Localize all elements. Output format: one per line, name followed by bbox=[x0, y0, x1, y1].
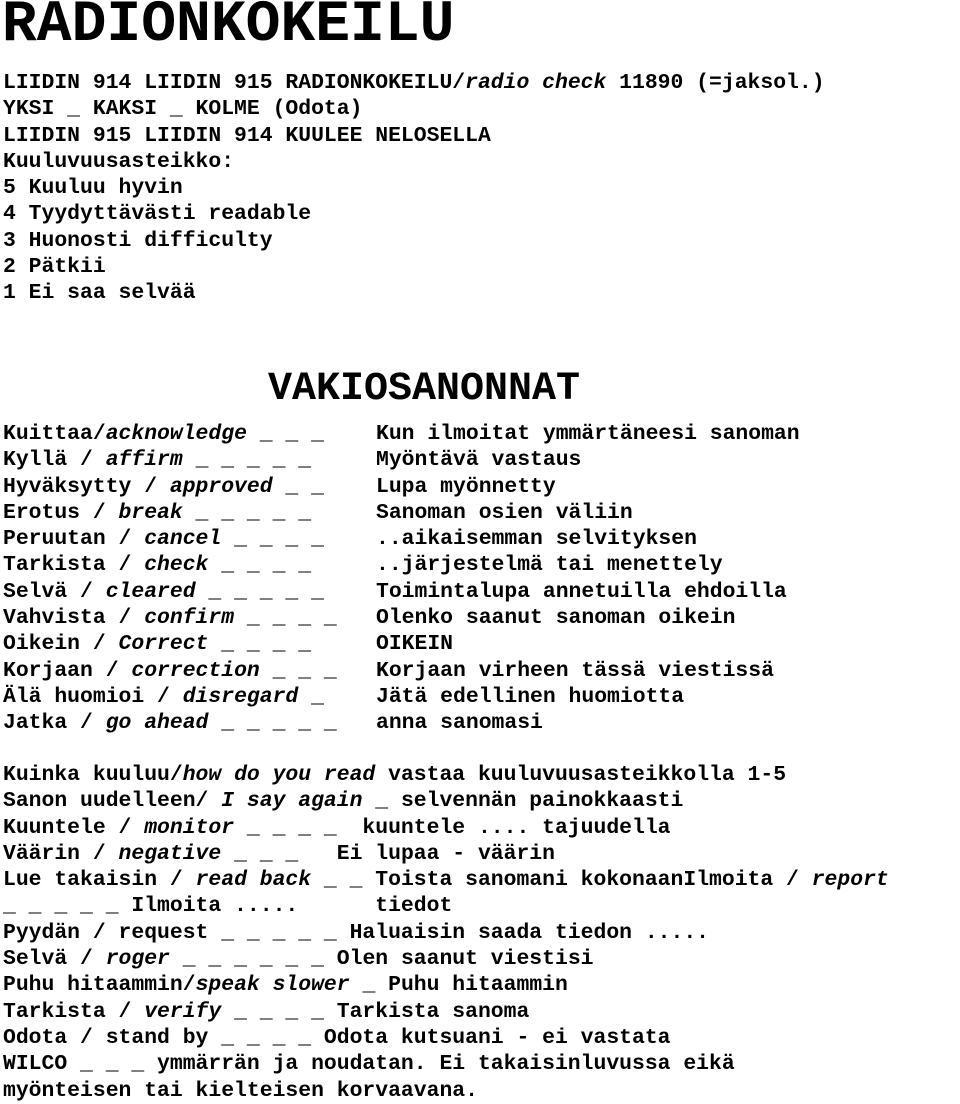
phrase-term bbox=[3, 527, 324, 551]
text-segment: _ _ _ _ bbox=[208, 553, 312, 578]
italic-term: verify bbox=[144, 999, 222, 1024]
italic-term: read back bbox=[195, 868, 312, 893]
text-segment: Puhu hitaammin/ bbox=[3, 973, 196, 998]
italic-term: check bbox=[144, 553, 209, 578]
phrase-term bbox=[3, 422, 324, 446]
phrase-meaning: Sanoman osien väliin bbox=[376, 500, 633, 525]
text-segment: Selvä / bbox=[3, 579, 106, 604]
phrase-line bbox=[3, 867, 889, 893]
text-segment: Kuuluvuusasteikko: bbox=[3, 149, 235, 174]
phrase-meaning: Toimintalupa annetuilla ehdoilla bbox=[376, 579, 787, 604]
text-segment: Korjaan / bbox=[3, 658, 132, 683]
italic-term: I say again bbox=[221, 789, 363, 814]
italic-term: approved bbox=[169, 474, 273, 499]
phrase-meaning: ..aikaisemman selvityksen bbox=[376, 527, 697, 552]
italic-term: speak slower bbox=[195, 973, 350, 998]
text-segment: _ _ _ _ _ Ilmoita ..... tiedot bbox=[3, 894, 453, 919]
intro-line bbox=[3, 149, 825, 175]
italic-term: Correct bbox=[118, 632, 209, 657]
phrase-term bbox=[3, 448, 311, 472]
text-segment: _ _ Toista sanomani kokonaanIlmoita / bbox=[311, 868, 812, 893]
text-segment: _ _ _ _ kuuntele .... tajuudella bbox=[234, 815, 671, 840]
italic-term: how do you read bbox=[182, 763, 376, 787]
text-segment: Hyväksytty / bbox=[3, 474, 170, 499]
text-segment: Jatka / bbox=[3, 711, 106, 736]
text-segment: Erotus / bbox=[3, 500, 119, 525]
phrase-line bbox=[3, 788, 889, 814]
phrase-meaning: ..järjestelmä tai menettely bbox=[376, 553, 723, 578]
text-segment: Pyydän / request _ _ _ _ _ Haluaisin saada tiedon ..... bbox=[3, 920, 710, 945]
text-segment: Kyllä / bbox=[3, 448, 106, 473]
phrase-row bbox=[3, 658, 774, 684]
text-segment: Älä huomioi / bbox=[3, 684, 183, 709]
phrase-line bbox=[3, 762, 889, 788]
text-segment: 2 Pätkii bbox=[3, 255, 106, 280]
text-segment: _ _ _ _ _ bbox=[208, 711, 337, 736]
phrase-meaning: Myöntävä vastaus bbox=[376, 448, 582, 473]
text-segment: WILCO _ _ _ ymmärrän ja noudatan. Ei takaisinluvussa eikä bbox=[3, 1052, 735, 1077]
text-segment: Vahvista / bbox=[3, 606, 145, 631]
text-segment: 1 Ei saa selvää bbox=[3, 281, 196, 306]
text-segment: _ _ _ bbox=[259, 658, 337, 683]
text-segment: Kuittaa/ bbox=[3, 422, 106, 446]
text-segment: 11890 (=jaksol.) bbox=[606, 71, 825, 95]
phrase-line bbox=[3, 946, 889, 972]
text-segment: _ _ _ _ _ _ Olen saanut viestisi bbox=[169, 947, 594, 972]
more-phrases-block bbox=[3, 762, 889, 1104]
phrase-row bbox=[3, 710, 543, 736]
phrase-meaning: Jätä edellinen huomiotta bbox=[376, 684, 685, 709]
italic-term: disregard bbox=[182, 684, 299, 709]
phrase-line bbox=[3, 841, 889, 867]
intro-line bbox=[3, 123, 825, 149]
intro-line bbox=[3, 280, 825, 306]
phrase-meaning: Lupa myönnetty bbox=[376, 474, 556, 499]
intro-line bbox=[3, 96, 825, 122]
text-segment: Selvä / bbox=[3, 947, 106, 972]
page-title: RADIONKOKEILU bbox=[2, 0, 455, 58]
phrase-term bbox=[3, 553, 311, 577]
phrase-term bbox=[3, 475, 324, 499]
italic-term: cleared bbox=[105, 579, 196, 604]
phrase-meaning: Kun ilmoitat ymmärtäneesi sanoman bbox=[376, 422, 800, 446]
text-segment: _ _ _ _ bbox=[208, 632, 312, 657]
text-segment: Kuinka kuuluu/ bbox=[3, 763, 183, 787]
italic-term: negative bbox=[118, 841, 222, 866]
text-segment: _ _ bbox=[272, 474, 324, 499]
text-segment: Sanon uudelleen/ bbox=[3, 789, 222, 814]
phrase-row bbox=[3, 474, 556, 500]
phrase-line bbox=[3, 972, 889, 998]
text-segment: YKSI _ KAKSI _ KOLME (Odota) bbox=[3, 97, 363, 122]
intro-block bbox=[3, 70, 825, 307]
phrase-term bbox=[3, 606, 337, 630]
text-segment: _ Puhu hitaammin bbox=[349, 973, 568, 998]
italic-term: affirm bbox=[105, 448, 183, 473]
text-segment: 3 Huonosti difficulty bbox=[3, 228, 273, 253]
phrase-term bbox=[3, 501, 311, 525]
text-segment: LIIDIN 914 LIIDIN 915 RADIONKOKEILU/ bbox=[3, 71, 466, 95]
text-segment: _ _ _ _ bbox=[221, 527, 324, 552]
phrase-line bbox=[3, 1025, 889, 1051]
phrase-line bbox=[3, 999, 889, 1025]
italic-term: monitor bbox=[144, 815, 235, 840]
intro-line bbox=[3, 175, 825, 201]
text-segment: _ _ _ _ bbox=[234, 606, 337, 631]
phrase-row bbox=[3, 421, 800, 447]
phrase-row bbox=[3, 579, 787, 605]
phrase-line bbox=[3, 920, 889, 946]
phrase-line bbox=[3, 1078, 889, 1104]
text-segment: Tarkista / bbox=[3, 553, 145, 578]
italic-term: break bbox=[118, 500, 183, 525]
italic-term: go ahead bbox=[105, 711, 209, 736]
text-segment: _ _ _ Ei lupaa - väärin bbox=[221, 841, 555, 866]
intro-line bbox=[3, 70, 825, 96]
phrase-meaning: anna sanomasi bbox=[376, 711, 543, 736]
text-segment: _ _ _ _ _ bbox=[182, 500, 312, 525]
text-segment: _ bbox=[298, 684, 324, 709]
phrase-term bbox=[3, 632, 311, 656]
intro-line bbox=[3, 254, 825, 280]
phrase-line bbox=[3, 1051, 889, 1077]
phrase-term bbox=[3, 659, 337, 683]
text-segment: Oikein / bbox=[3, 632, 119, 657]
text-segment: vastaa kuuluvuusasteikkolla 1-5 bbox=[375, 763, 787, 787]
italic-term: correction bbox=[131, 658, 260, 683]
text-segment: Kuuntele / bbox=[3, 815, 145, 840]
phrase-meaning: Olenko saanut sanoman oikein bbox=[376, 606, 736, 631]
text-segment: LIIDIN 915 LIIDIN 914 KUULEE NELOSELLA bbox=[3, 123, 491, 148]
text-segment: _ selvennän painokkaasti bbox=[362, 789, 684, 814]
text-segment: _ _ _ bbox=[246, 422, 324, 446]
text-segment: Odota / stand by _ _ _ _ Odota kutsuani - ei vastata bbox=[3, 1025, 671, 1050]
text-segment: _ _ _ _ _ bbox=[182, 448, 312, 473]
phrase-line bbox=[3, 815, 889, 841]
italic-term: confirm bbox=[144, 606, 235, 631]
section-title: VAKIOSANONNAT bbox=[268, 367, 581, 412]
phrase-row bbox=[3, 605, 736, 631]
text-segment: _ _ _ _ _ bbox=[195, 579, 324, 604]
phrase-term bbox=[3, 580, 324, 604]
phrase-meaning: OIKEIN bbox=[376, 632, 454, 657]
phrase-row bbox=[3, 500, 633, 526]
text-segment: Lue takaisin / bbox=[3, 868, 196, 893]
intro-line bbox=[3, 201, 825, 227]
italic-term: roger bbox=[105, 947, 170, 972]
italic-term: acknowledge bbox=[105, 422, 247, 446]
text-segment: _ _ _ _ Tarkista sanoma bbox=[221, 999, 530, 1024]
phrase-row bbox=[3, 447, 582, 473]
phrase-row bbox=[3, 631, 454, 657]
phrase-line bbox=[3, 893, 889, 919]
phrase-row bbox=[3, 552, 723, 578]
phrase-meaning: Korjaan virheen tässä viestissä bbox=[376, 658, 774, 683]
phrase-row bbox=[3, 526, 697, 552]
phrase-term bbox=[3, 711, 337, 735]
phrase-row bbox=[3, 684, 685, 710]
text-segment: Tarkista / bbox=[3, 999, 145, 1024]
italic-term: radio check bbox=[465, 71, 607, 95]
text-segment: 5 Kuuluu hyvin bbox=[3, 176, 183, 201]
text-segment: myönteisen tai kielteisen korvaavana. bbox=[3, 1078, 478, 1103]
phrase-table bbox=[3, 421, 800, 737]
text-segment: 4 Tyydyttävästi readable bbox=[3, 202, 312, 227]
italic-term: report bbox=[811, 868, 889, 893]
text-segment: Peruutan / bbox=[3, 527, 145, 552]
phrase-term bbox=[3, 685, 324, 709]
italic-term: cancel bbox=[144, 527, 222, 552]
text-segment: Väärin / bbox=[3, 841, 119, 866]
intro-line bbox=[3, 228, 825, 254]
